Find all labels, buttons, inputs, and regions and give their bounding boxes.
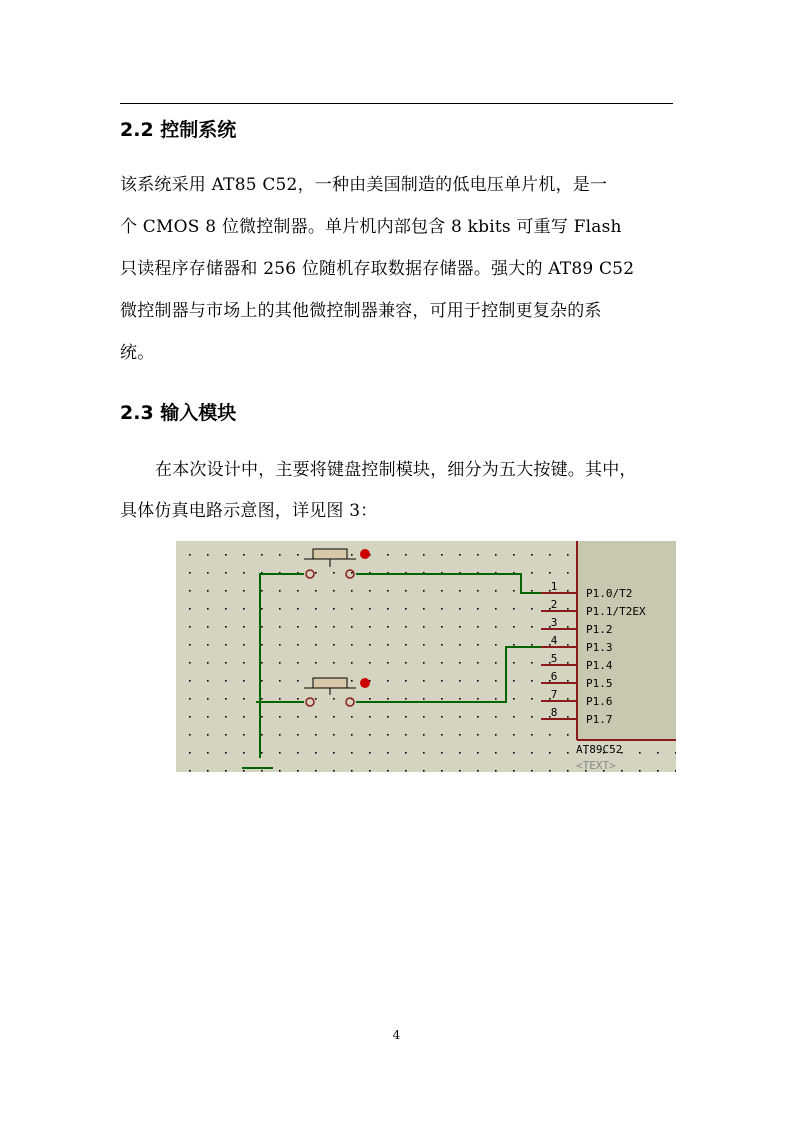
chip-pin-label: P1.4 (586, 659, 613, 672)
chip-name: AT89C52 (576, 743, 623, 756)
chip-pin-label: P1.5 (586, 677, 613, 690)
section-heading-2-3: 2.3 输入模块 (120, 402, 237, 424)
chip-pin-label: P1.6 (586, 695, 613, 708)
chip-pin-number: 7 (550, 688, 558, 701)
paragraph-line: 统。 (120, 343, 155, 363)
chip-pin-number: 6 (550, 670, 558, 683)
paragraph-line: 微控制器与市场上的其他微控制器兼容，可用于控制更复杂的系 (120, 301, 602, 321)
paragraph-line: 该系统采用 AT85 C52，一种由美国制造的低电压单片机，是一 (120, 175, 608, 195)
chip-pin-number: 5 (550, 652, 558, 665)
circuit-diagram (176, 541, 676, 772)
chip-pin-number: 1 (550, 580, 558, 593)
chip-pin-label: P1.0/T2 (586, 587, 633, 600)
chip-pin-label: P1.3 (586, 641, 613, 654)
header-rule (120, 103, 673, 104)
page-number: 4 (392, 1028, 401, 1042)
chip-pin-label: P1.7 (586, 713, 613, 726)
chip-pin-number: 2 (550, 598, 558, 611)
paragraph-line: 在本次设计中，主要将键盘控制模块，细分为五大按键。其中， (155, 460, 637, 480)
chip-pin-number: 8 (550, 706, 558, 719)
chip-pin-number: 4 (550, 634, 558, 647)
chip-pin-number: 3 (550, 616, 558, 629)
chip-pin-label: P1.2 (586, 623, 613, 636)
section-heading-2-2: 2.2 控制系统 (120, 119, 237, 141)
paragraph-line: 具体仿真电路示意图，详见图 3： (120, 501, 378, 521)
paragraph-line: 个 CMOS 8 位微控制器。单片机内部包含 8 kbits 可重写 Flash (120, 217, 622, 237)
paragraph-line: 只读程序存储器和 256 位随机存取数据存储器。强大的 AT89 C52 (120, 259, 635, 279)
chip-pin-label: P1.1/T2EX (586, 605, 646, 618)
chip-text-placeholder: <TEXT> (576, 759, 616, 772)
